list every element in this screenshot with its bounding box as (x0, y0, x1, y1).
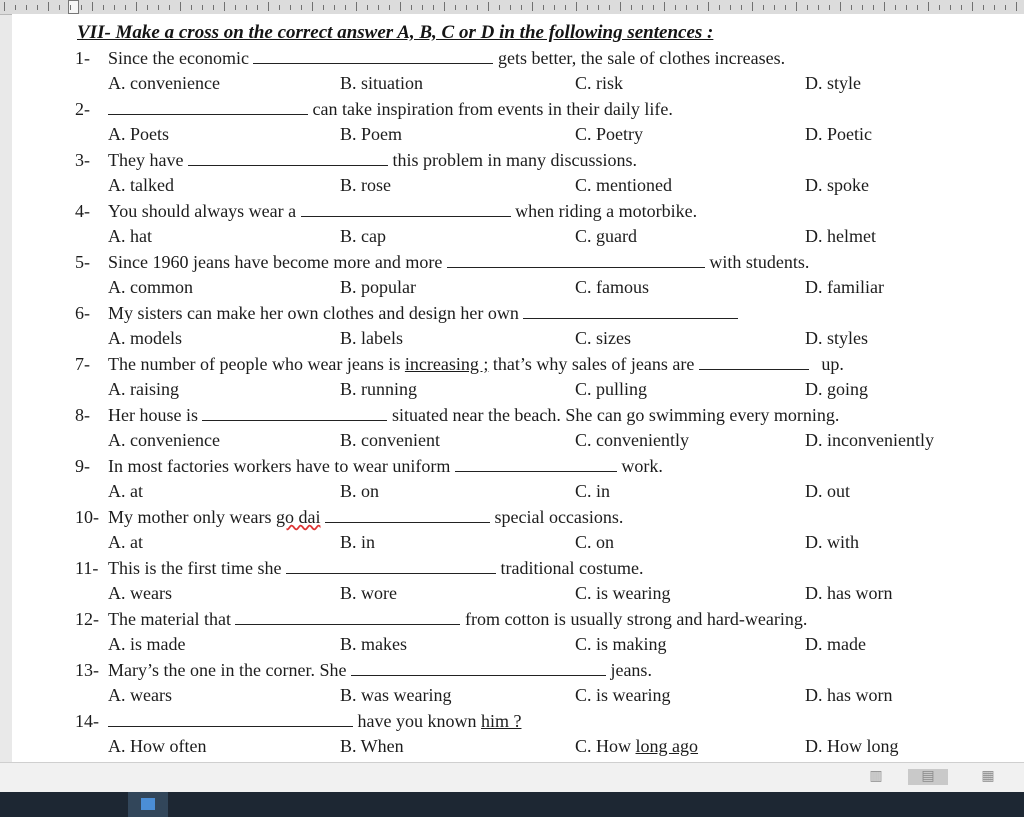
web-layout-icon[interactable]: ▦ (981, 769, 995, 784)
ruler-tick (59, 5, 60, 10)
option-a: A. Poets (108, 124, 170, 144)
ruler-tick (642, 5, 643, 10)
answer-blank (523, 304, 738, 319)
option-b: B. situation (340, 73, 424, 93)
ruler-tick (411, 5, 412, 10)
ruler-tick (774, 5, 775, 10)
ruler-tick (400, 2, 401, 11)
ruler-tick (466, 5, 467, 10)
option-b: B. convenient (340, 430, 440, 450)
option-c: C. mentioned (575, 175, 672, 195)
ruler-tick (213, 5, 214, 10)
ruler-tick (543, 5, 544, 10)
ruler-tick (147, 5, 148, 10)
option-b: B. Poem (340, 124, 403, 144)
ruler-tick (499, 5, 500, 10)
ruler-tick (488, 2, 489, 11)
ruler-tick (202, 5, 203, 10)
ruler-tick (334, 5, 335, 10)
ruler-tick (224, 2, 225, 11)
ruler-tick (763, 5, 764, 10)
answer-blank (188, 151, 388, 166)
option-b: B. popular (340, 277, 416, 297)
ruler-tick (796, 2, 797, 11)
option-a: A. common (108, 277, 193, 297)
option-c: C. is wearing (575, 685, 671, 705)
option-c: C. famous (575, 277, 649, 297)
option-c: C. guard (575, 226, 637, 246)
option-b: B. rose (340, 175, 391, 195)
answer-blank (301, 202, 511, 217)
ruler-tick (807, 5, 808, 10)
option-a: A. models (108, 328, 182, 348)
option-b: B. was wearing (340, 685, 452, 705)
option-d: D. How long (805, 736, 899, 756)
ruler-tick (598, 5, 599, 10)
ruler-tick (620, 2, 621, 11)
option-a: A. at (108, 481, 143, 501)
option-c: C. is wearing (575, 583, 671, 603)
ruler-tick (675, 5, 676, 10)
ruler-tick (422, 5, 423, 10)
ruler-tick (136, 2, 137, 11)
option-a: A. convenience (108, 73, 220, 93)
ruler-tick (389, 5, 390, 10)
taskbar-word-button[interactable] (128, 792, 168, 817)
ruler-tick (455, 5, 456, 10)
ruler-tick (906, 5, 907, 10)
ruler-tick (719, 5, 720, 10)
ruler-tick (730, 5, 731, 10)
ruler-tick (444, 2, 445, 11)
answer-blank (108, 712, 353, 727)
status-bar (0, 762, 1024, 793)
ruler-tick (532, 2, 533, 11)
ruler-tick (312, 2, 313, 11)
ruler-tick (587, 5, 588, 10)
ruler-tick (917, 5, 918, 10)
answer-blank (351, 661, 606, 676)
ruler-tick (1016, 2, 1017, 11)
ruler-tick (895, 5, 896, 10)
option-b: B. on (340, 481, 380, 501)
option-c: C. pulling (575, 379, 648, 399)
answer-blank (286, 559, 496, 574)
ruler-tick (257, 5, 258, 10)
option-d: D. has worn (805, 583, 893, 603)
exercise-heading: VII- Make a cross on the correct answer A, B, C or D in the following sentences : (77, 22, 714, 43)
ruler-tick (928, 2, 929, 11)
ruler-tick (708, 2, 709, 11)
option-a: A. convenience (108, 430, 220, 450)
ruler-tick (631, 5, 632, 10)
read-mode-icon[interactable]: ▥ (869, 769, 883, 784)
option-c: C. in (575, 481, 611, 501)
option-a: A. is made (108, 634, 186, 654)
option-b: B. When (340, 736, 404, 756)
ruler-tick (565, 5, 566, 10)
option-b: B. labels (340, 328, 403, 348)
answer-blank (447, 253, 705, 268)
option-a: A. at (108, 532, 143, 552)
ruler-tick (81, 5, 82, 10)
word-app-icon (141, 798, 155, 810)
option-a: A. wears (108, 685, 172, 705)
option-d: D. style (805, 73, 861, 93)
ruler-tick (26, 5, 27, 10)
ruler-tick (191, 5, 192, 10)
ruler-tick (653, 5, 654, 10)
option-d: D. styles (805, 328, 868, 348)
option-c: C. conveniently (575, 430, 689, 450)
ruler-tick (70, 5, 71, 10)
ruler-tick (4, 2, 5, 11)
ruler-tick (48, 2, 49, 11)
option-a: A. wears (108, 583, 172, 603)
option-c: C. on (575, 532, 615, 552)
option-d: D. inconveniently (805, 430, 934, 450)
option-b: B. in (340, 532, 376, 552)
answer-blank (108, 100, 308, 115)
ruler-tick (15, 5, 16, 10)
ruler-tick (884, 2, 885, 11)
ruler-tick (103, 5, 104, 10)
ruler-tick (367, 5, 368, 10)
ruler-tick (37, 5, 38, 10)
option-d: D. with (805, 532, 859, 552)
ruler-tick (114, 5, 115, 10)
option-b: B. wore (340, 583, 397, 603)
ruler-tick (939, 5, 940, 10)
option-b: B. running (340, 379, 418, 399)
ruler-tick (1005, 5, 1006, 10)
ruler-tick (268, 2, 269, 11)
ruler-tick (840, 2, 841, 11)
ruler-tick (697, 5, 698, 10)
ruler-tick (235, 5, 236, 10)
option-d: D. going (805, 379, 868, 399)
ruler-tick (950, 5, 951, 10)
document-page: VII- Make a cross on the correct answer A, B, C or D in the following sentences : 1- Since the economic gets better, the sale of clothes increases. A. convenience B. situation C. risk D. style 2- can take inspiration from events in their daily life. A. Poets B. Poem C. Poetry D. Poetic 3- They have this problem in many discussions. A. talked B. rose C. mentioned D. spoke 4- You should always wear a when riding a motorbike. A. hat B. cap C. guard D. helmet 5- Since 1960 jeans have become more and more with students. A. common B. popular C. famous D. familiar 6- My sisters can make her own clothes and design her own A. models B. labels C. sizes D. styles 7- The number of people who wear jeans is increasing ; that’s why sales of jeans are up. A. raising B. running C. pulling D. going 8- Her house is situated near the beach. She can go swimming every morning. A. convenience B. convenient C. conveniently D. inconveniently 9- In most factories workers have to wear uniform work. A. at B. on C. in D. out 10- My mother only wears go dai special occasions. A. at B. in C. on D. with 11- This is the first time she traditional costume. A. wears B. wore C. is wearing D. has worn 12- The material that from cotton is usually strong and hard-wearing. A. is made B. makes C. is making D. made 13- Mary’s the one in the corner. She jeans. A. wears B. was wearing C. is wearing D. has worn 14- have you known him ? A. How often B. When C. How long ago D. How long (12, 14, 1024, 762)
option-a: A. raising (108, 379, 179, 399)
ruler-tick (323, 5, 324, 10)
ruler-tick (180, 2, 181, 11)
option-c: C. Poetry (575, 124, 644, 144)
ruler-tick (818, 5, 819, 10)
option-c: C. is making (575, 634, 667, 654)
option-d: D. out (805, 481, 850, 501)
ruler-tick (477, 5, 478, 10)
ruler-tick (873, 5, 874, 10)
option-d: D. has worn (805, 685, 893, 705)
answer-blank (235, 610, 460, 625)
ruler-tick (125, 5, 126, 10)
option-d: D. made (805, 634, 866, 654)
ruler-tick (433, 5, 434, 10)
ruler-tick (521, 5, 522, 10)
taskbar (0, 792, 1024, 817)
ruler-tick (862, 5, 863, 10)
ruler-tick (356, 2, 357, 11)
ruler-tick (994, 5, 995, 10)
ruler-tick (741, 5, 742, 10)
ruler-tick (301, 5, 302, 10)
ruler-tick (158, 5, 159, 10)
option-c: C. risk (575, 73, 624, 93)
ruler-tick (972, 2, 973, 11)
ruler (0, 0, 1024, 15)
option-d: D. spoke (805, 175, 869, 195)
answer-blank (253, 49, 493, 64)
print-layout-icon[interactable]: ▤ (908, 769, 948, 785)
option-b: B. makes (340, 634, 407, 654)
ruler-tick (290, 5, 291, 10)
ruler-tick (829, 5, 830, 10)
option-a: A. talked (108, 175, 174, 195)
option-b: B. cap (340, 226, 386, 246)
ruler-tick (576, 2, 577, 11)
option-a: A. How often (108, 736, 207, 756)
ruler-tick (246, 5, 247, 10)
ruler-tick (961, 5, 962, 10)
ruler-tick (378, 5, 379, 10)
ruler-tick (785, 5, 786, 10)
answer-blank (325, 508, 490, 523)
ruler-tick (510, 5, 511, 10)
option-c: C. sizes (575, 328, 631, 348)
ruler-tick (554, 5, 555, 10)
answer-blank (455, 457, 617, 472)
answer-blank (202, 406, 387, 421)
ruler-tick (169, 5, 170, 10)
ruler-tick (851, 5, 852, 10)
ruler-tick (664, 2, 665, 11)
ruler-tick (983, 5, 984, 10)
ruler-tick (686, 5, 687, 10)
ruler-tick (752, 2, 753, 11)
option-a: A. hat (108, 226, 152, 246)
option-d: D. Poetic (805, 124, 872, 144)
answer-blank (699, 355, 809, 370)
ruler-tick (609, 5, 610, 10)
ruler-tick (92, 2, 93, 11)
ruler-tick (345, 5, 346, 10)
option-c: C. How long ago (575, 736, 699, 756)
option-d: D. helmet (805, 226, 876, 246)
option-d: D. familiar (805, 277, 884, 297)
ruler-tick (279, 5, 280, 10)
